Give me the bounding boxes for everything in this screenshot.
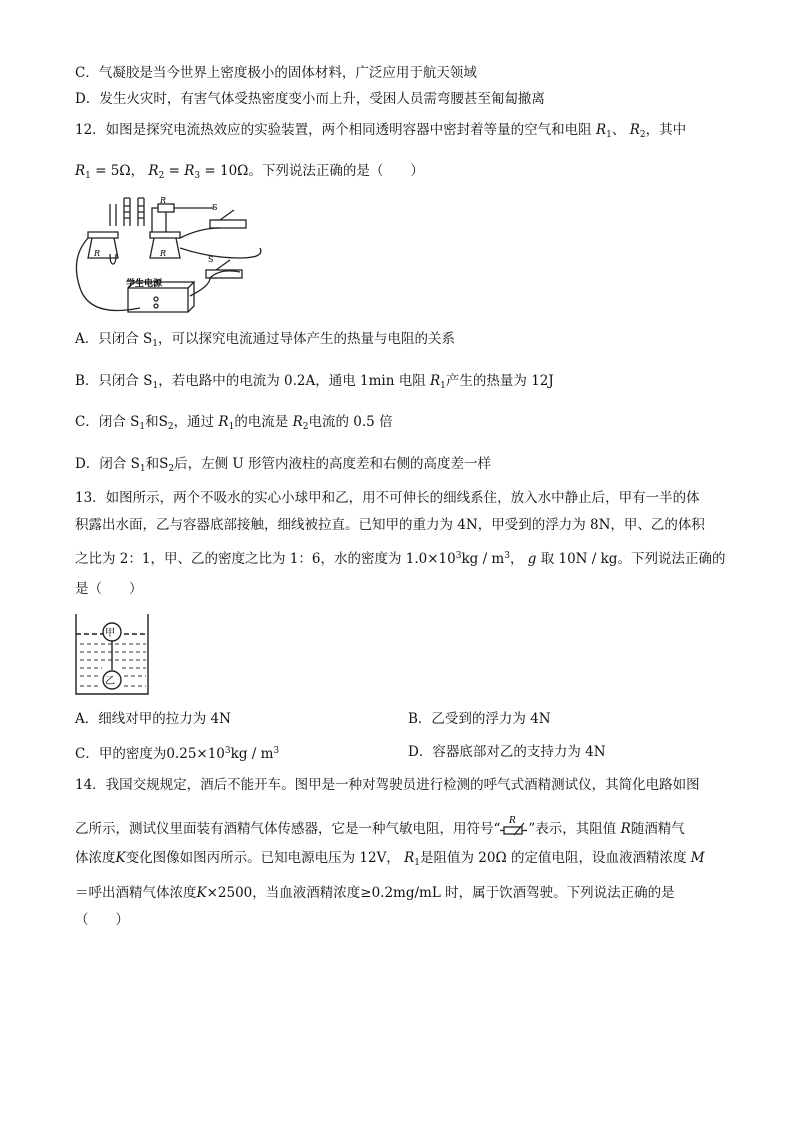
svg-text:R: R (160, 249, 167, 258)
q12-option-a: A．只闭合 $S_1$，可以探究电流通过导体产生的热量与电阻的关系 (75, 331, 456, 349)
circuit-figure (70, 196, 270, 320)
ball-yi-label: 乙 (105, 676, 115, 687)
q13-option-b: B．乙受到的浮力为 4N (408, 711, 551, 727)
q12-stem-line1: 12．如图是探究电流热效应的实验装置，两个相同透明容器中密封着等量的空气和电阻 $R_1$、 $R_2$，其中 (75, 122, 687, 140)
option-d-line: D．发生火灾时，有害气体受热密度变小而上升，受困人员需弯腰甚至匍匐撤离 (75, 91, 545, 107)
svg-text:R: R (509, 816, 517, 826)
ball-jia-label: 甲 (105, 628, 115, 639)
power-supply-label: 学生电源 (126, 278, 163, 288)
q14-stem-line5: （ ） (75, 912, 129, 928)
svg-text:R: R (94, 249, 101, 258)
option-c-line: C．气凝胶是当今世界上密度极小的固体材料，广泛应用于航天领域 (75, 65, 477, 81)
q12-option-b: B．只闭合 $S_1$，若电路中的电流为 0.2A，通电 1min 电阻 $R_1$产生的热量为 12J (75, 373, 554, 391)
q13-stem-line2: 积露出水面，乙与容器底部接触，细线被拉直。已知甲的重力为 4N，甲受到的浮力为 8N，甲、乙的体积 (75, 517, 705, 533)
q14-stem-line3: 体浓度K变化图像如图丙所示。已知电源电压为 12V， $R_1$是阻值为 20Ω 的定值电阻，设血液酒精浓度 M (75, 850, 705, 868)
q13-option-d: D．容器底部对乙的支持力为 4N (408, 744, 606, 760)
gas-sensor-symbol-icon (500, 815, 528, 837)
q14-stem-line4: ＝呼出酒精气体浓度K×2500，当血液酒精浓度≥0.2mg/mL 时，属于饮酒驾驶。下列说法正确的是 (75, 885, 675, 901)
q12-stem-line2: $R_1 = 5\Omega$， $R_2 = R_3 = 10\Omega$。下列说法正确的是（ ） (75, 163, 424, 181)
container-figure (72, 612, 154, 698)
q13-option-c: C．甲的密度为$0.25\times 10^3kg / m^3$ (75, 746, 280, 762)
q12-option-d: D．闭合 $S_1$和$S_2$后，左侧 U 形管内液柱的高度差和右侧的高度差一样 (75, 456, 492, 474)
q13-stem-line1: 13．如图所示，两个不吸水的实心小球甲和乙，用不可伸长的细线系住，放入水中静止后，甲有一半的体 (75, 490, 700, 506)
svg-text:R: R (160, 196, 167, 205)
q13-option-a: A．细线对甲的拉力为 4N (75, 711, 231, 727)
q14-stem-line1: 14．我国交规规定，酒后不能开车。图甲是一种对驾驶员进行检测的呼气式酒精测试仪，其简化电路如图 (75, 777, 700, 793)
q13-stem-line3: 之比为 2：1，甲、乙的密度之比为 1：6，水的密度为 $1.0\times 10^3kg / m^3$， g 取 10N / kg。下列说法正确的 (75, 551, 726, 567)
q13-stem-line4: 是（ ） (75, 581, 143, 597)
q12-option-c: C．闭合 $S_1$和$S_2$，通过 $R_1$的电流是 $R_2$电流的 0.5 倍 (75, 414, 393, 432)
svg-text:S: S (208, 255, 214, 264)
q14-stem-line2: 乙所示，测试仪里面装有酒精气体传感器，它是一种气敏电阻，用符号“ R ”表示，其阻值 R随酒精气 (75, 816, 685, 837)
svg-text:S: S (212, 203, 218, 212)
